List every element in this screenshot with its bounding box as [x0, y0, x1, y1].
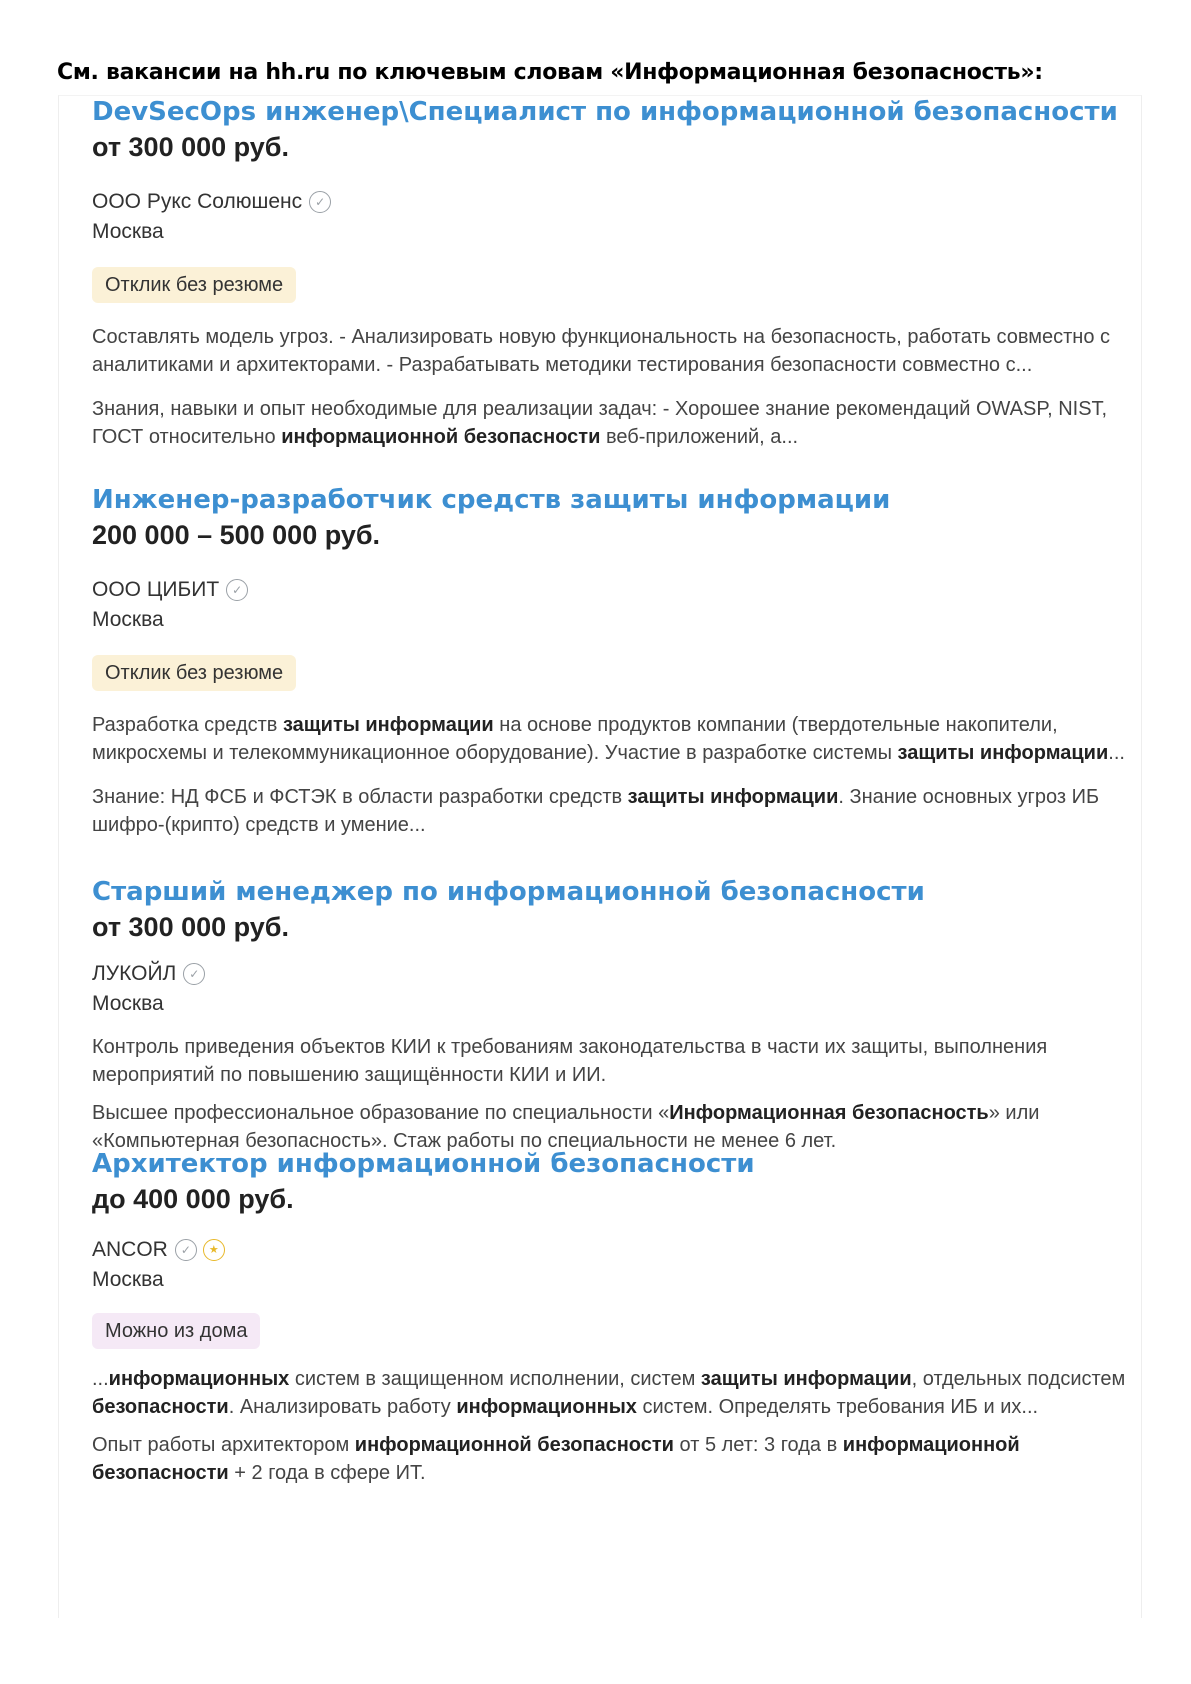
- vacancy-requirements: Знание: НД ФСБ и ФСТЭК в области разработки средств защиты информации. Знание основных угроз ИБ шифро-(крипто) средств и умение...: [92, 786, 1100, 836]
- vacancy-salary: до 400 000 руб.: [92, 1184, 294, 1214]
- vacancy-responsibilities: Контроль приведения объектов КИИ к требованиям законодательства в части их защиты, выполнения мероприятий по повышению защищённости КИИ и ИИ.: [92, 1036, 1048, 1086]
- medal-icon: ★: [203, 1239, 225, 1261]
- vacancy-responsibilities: Разработка средств защиты информации на основе продуктов компании (твердотельные накопители, микросхемы и телекоммуникационное оборудование). Участие в разработке системы защиты информации...: [92, 714, 1125, 764]
- vacancy-salary: 200 000 – 500 000 руб.: [92, 520, 381, 550]
- employer-link[interactable]: ANCOR: [92, 1238, 168, 1261]
- employer-link[interactable]: ЛУКОЙЛ: [92, 962, 177, 985]
- vacancy-title-link[interactable]: Инженер-разработчик средств защиты информации: [92, 485, 891, 515]
- employer-link[interactable]: ООО Рукс Солюшенс: [92, 190, 303, 213]
- vacancy-requirements: Высшее профессиональное образование по специальности «Информационная безопасность» или «Компьютерная безопасность». Стаж работы по специальности не менее 6 лет.: [92, 1102, 1040, 1152]
- employer-row: [92, 187, 1132, 217]
- vacancy-responsibilities: ...информационных систем в защищенном исполнении, систем защиты информации, отдельных подсистем безопасности. Анализировать работу информационных систем. Определять требования ИБ и их...: [92, 1368, 1126, 1418]
- vacancy-card: [92, 1149, 1132, 1487]
- vacancy-card: [92, 485, 1132, 839]
- vacancy-card: [92, 97, 1132, 451]
- vacancy-title-link[interactable]: DevSecOps инженер\Специалист по информационной безопасности: [92, 97, 1118, 127]
- employer-link[interactable]: ООО ЦИБИТ: [92, 578, 220, 601]
- no-resume-badge: Отклик без резюме: [92, 267, 296, 303]
- check-circle-icon: ✓: [309, 191, 331, 213]
- check-circle-icon: ✓: [183, 963, 205, 985]
- vacancy-city: Москва: [92, 992, 164, 1015]
- employer-row: [92, 1235, 1132, 1265]
- vacancy-city: Москва: [92, 1268, 164, 1291]
- vacancy-responsibilities: Составлять модель угроз. - Анализировать новую функциональность на безопасность, работать совместно с аналитиками и архитекторами. - Разрабатывать методики тестирования безопасности совместно с...: [92, 326, 1111, 376]
- check-circle-icon: ✓: [175, 1239, 197, 1261]
- vacancy-title-link[interactable]: Старший менеджер по информационной безопасности: [92, 877, 925, 907]
- vacancy-salary: от 300 000 руб.: [92, 912, 289, 942]
- vacancy-requirements: Знания, навыки и опыт необходимые для реализации задач: - Хорошее знание рекомендаций OWASP, NIST, ГОСТ относительно информационной безопасности веб-приложений, а...: [92, 398, 1108, 448]
- vacancy-city: Москва: [92, 608, 164, 631]
- vacancy-title-link[interactable]: Архитектор информационной безопасности: [92, 1149, 755, 1179]
- employer-row: [92, 575, 1132, 605]
- page-header: См. вакансии на hh.ru по ключевым словам «Информационная безопасность»:: [57, 60, 1043, 85]
- vacancy-city: Москва: [92, 220, 164, 243]
- vacancy-card: [92, 877, 1132, 1155]
- remote-work-badge: Можно из дома: [92, 1313, 260, 1349]
- vacancy-requirements: Опыт работы архитектором информационной безопасности от 5 лет: 3 года в информационной безопасности + 2 года в сфере ИТ.: [92, 1434, 1020, 1484]
- employer-row: [92, 959, 1132, 989]
- check-circle-icon: ✓: [226, 579, 248, 601]
- no-resume-badge: Отклик без резюме: [92, 655, 296, 691]
- vacancy-salary: от 300 000 руб.: [92, 132, 289, 162]
